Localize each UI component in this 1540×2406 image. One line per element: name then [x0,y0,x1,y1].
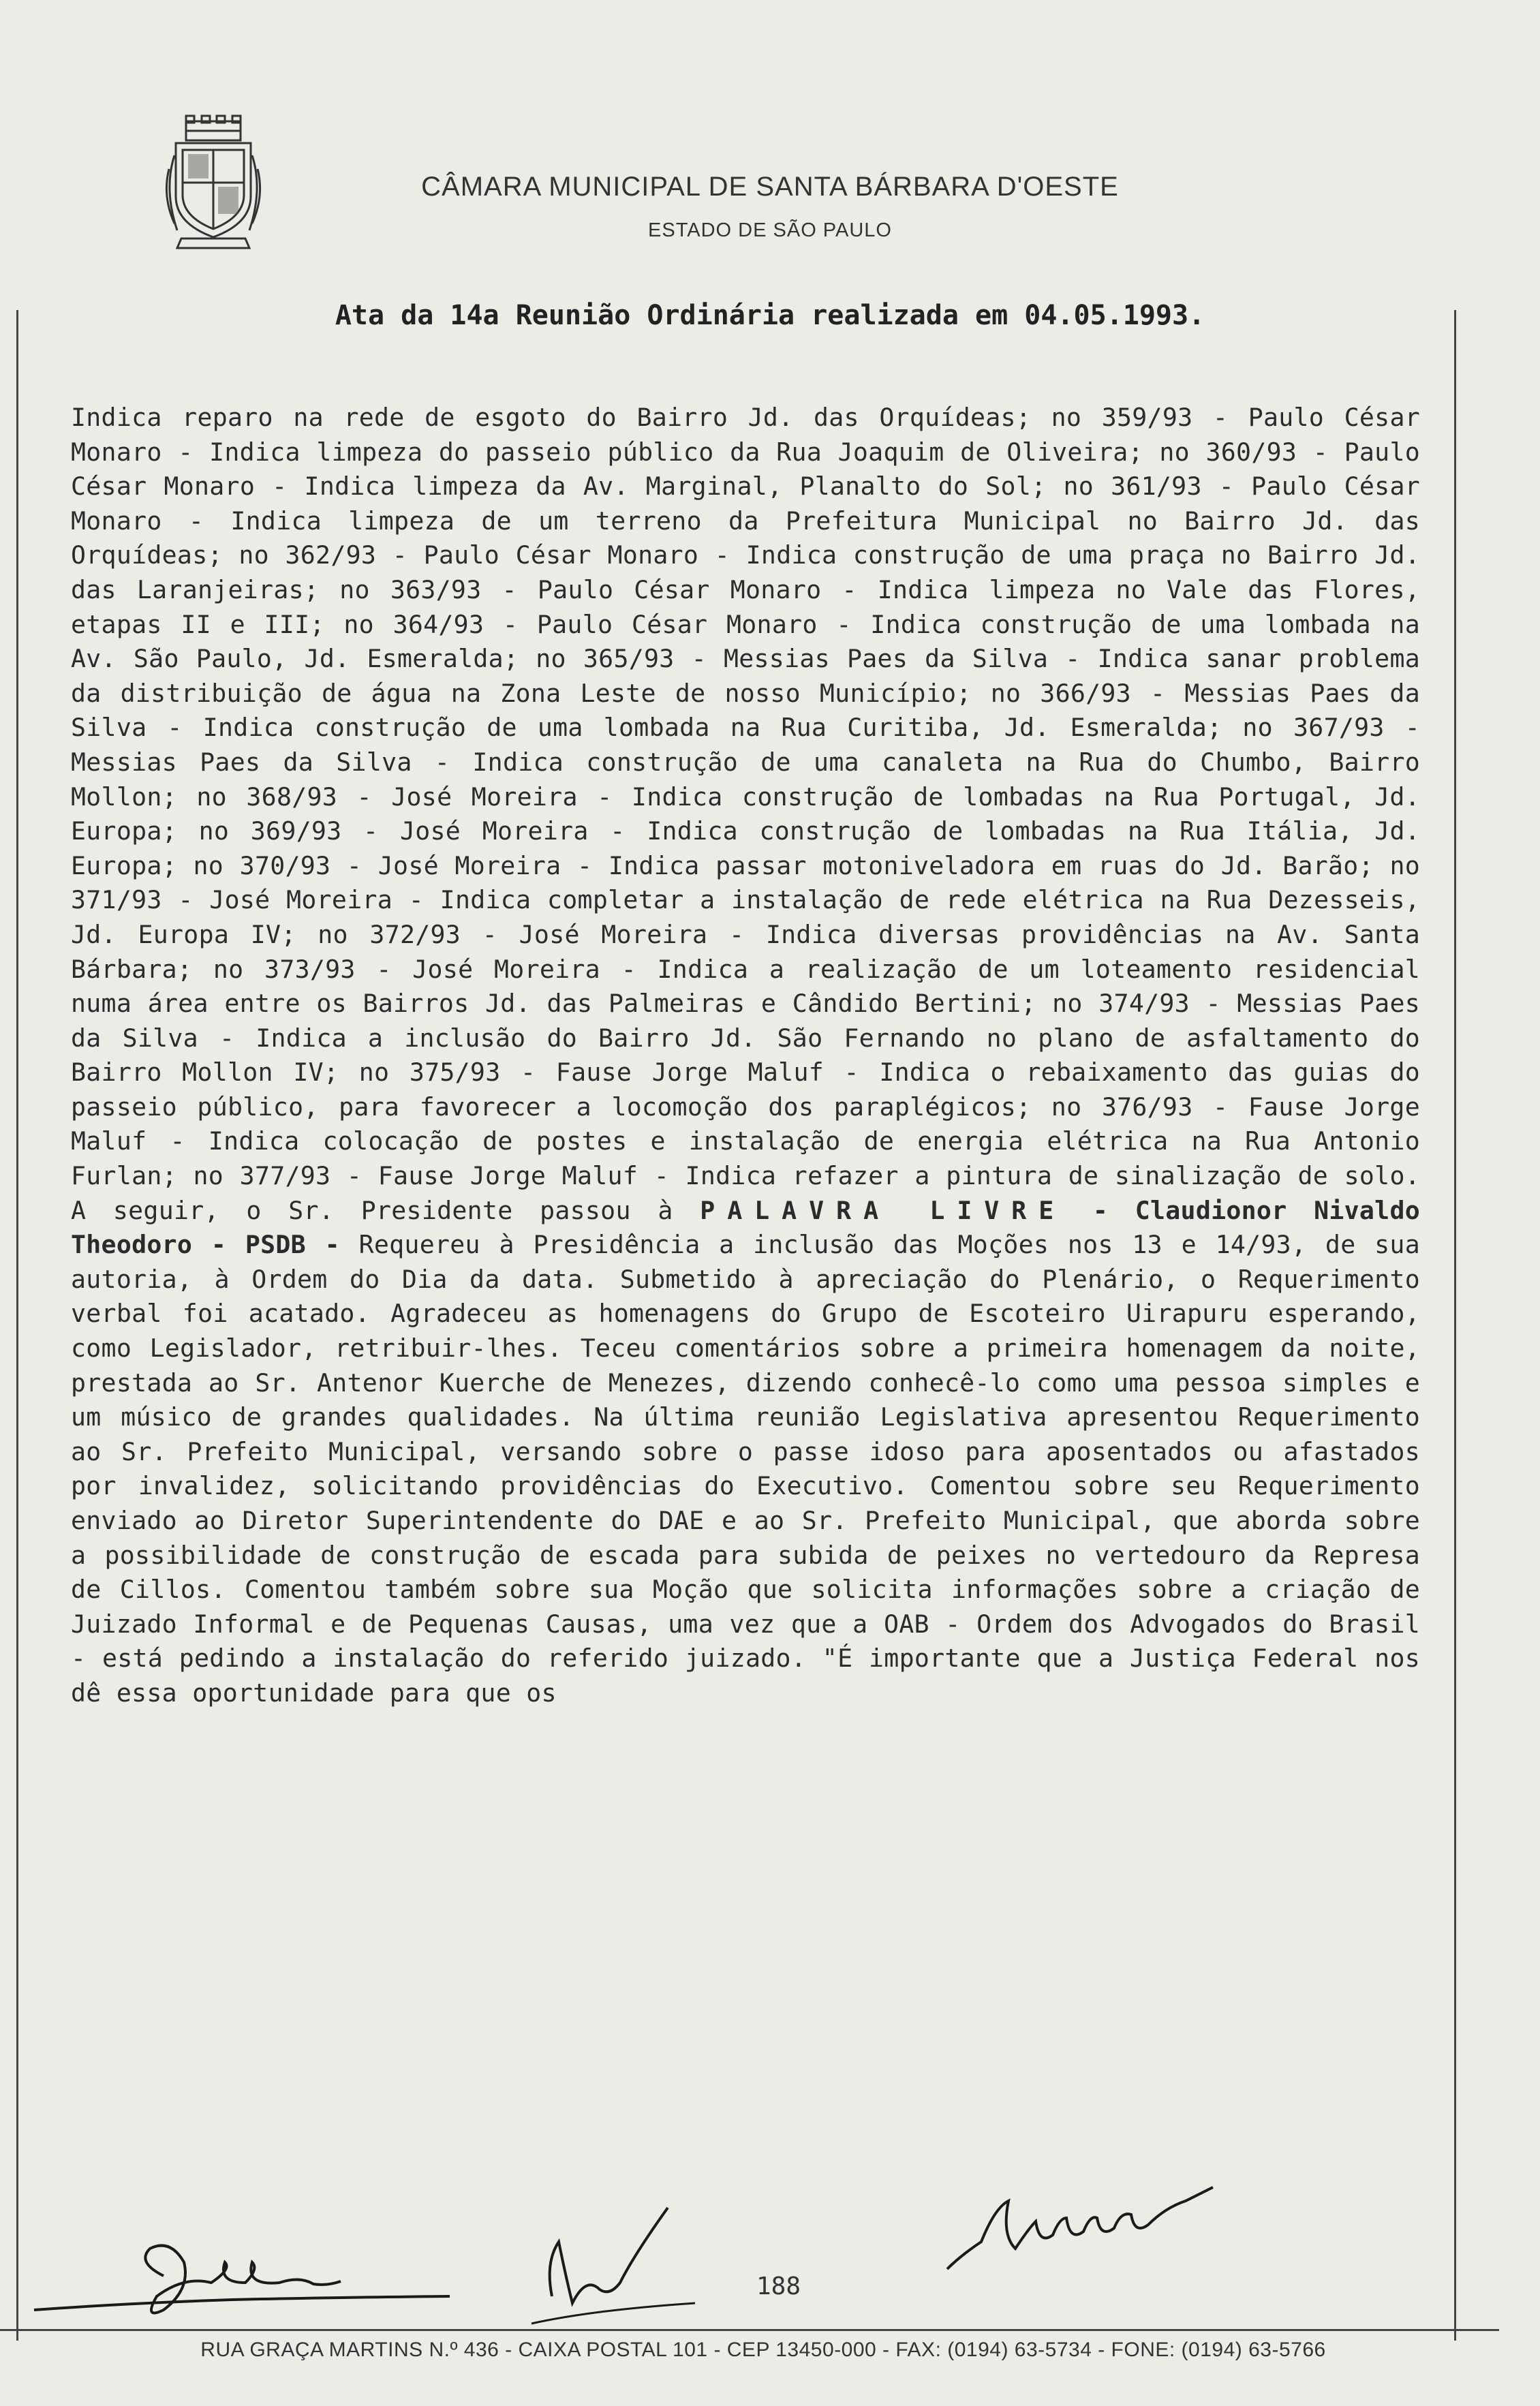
page-number: 188 [756,2272,801,2300]
dash-separator: - [1066,1195,1135,1225]
right-margin-line [1454,310,1456,2341]
footer-address: RUA GRAÇA MARTINS N.º 436 - CAIXA POSTAL 101 - CEP 13450-000 - FAX: (0194) 63-5734 - FONE: (0194) 63-5766 [200,2339,1326,2361]
left-margin-line [16,310,18,2341]
body-paragraph-2: Requereu à Presidência a inclusão das Moções nos 13 e 14/93, de sua autoria, à Ordem do Dia da data. Submetido à apreciação do Plenário, o Requerimento verbal foi acatado. Agradeceu as homenagens do Grupo de Escoteiro Uirapuru esperando, como Legislador, retribuir-lhes. Teceu comentários sobre a primeira homenagem da noite, prestada ao Sr. Antenor Kuerche de Menezes, dizendo conhecê-lo como uma pessoa simples e um músico de grandes qualidades. Na última reunião Legislativa apresentou Requerimento ao Sr. Prefeito Municipal, versando sobre o passe idoso para aposentados ou afastados por invalidez, solicitando providências do Executivo. Comentou sobre seu Requerimento enviado ao Diretor Superintendente do DAE e ao Sr. Prefeito Municipal, que aborda sobre a possibilidade de construção de escada para subida de peixes no vertedouro da Represa de Cillos. Comentou também sobre sua Moção que solicita informações sobre a criação de Juizado Informal e de Pequenas Causas, uma vez que a OAB - Ordem dos Advogados do Brasil - está pedindo a instalação do referido juizado. "É importante que a Justiça Federal nos dê essa oportunidade para que os [71,1230,1420,1708]
speaker-name: Claudionor Nivaldo Theodoro - PSDB - [71,1195,1420,1260]
institution-name: CÂMARA MUNICIPAL DE SANTA BÁRBARA D'OESTE [421,172,1119,202]
signature-left [27,2235,463,2324]
body-paragraph-1: Indica reparo na rede de esgoto do Bairro Jd. das Orquídeas; no 359/93 - Paulo César Monaro - Indica limpeza do passeio público da Rua Joaquim de Oliveira; no 360/93 - Paulo César Monaro - Indica limpeza da Av. Marginal, Planalto do Sol; no 361/93 - Paulo César Monaro - Indica limpeza de um terreno da Prefeitura Municipal no Bairro Jd. das Orquídeas; no 362/93 - Paulo César Monaro - Indica construção de uma praça no Bairro Jd. das Laranjeiras; no 363/93 - Paulo César Monaro - Indica limpeza no Vale das Flores, etapas II e III; no 364/93 - Paulo César Monaro - Indica construção de uma lombada na Av. São Paulo, Jd. Esmeralda; no 365/93 - Messias Paes da Silva - Indica sanar problema da distribuição de água na Zona Leste de nosso Município; no 366/93 - Messias Paes da Silva - Indica construção de uma lombada na Rua Curitiba, Jd. Esmeralda; no 367/93 - Messias Paes da Silva - Indica construção de uma canaleta na Rua do Chumbo, Bairro Mollon; no 368/93 - José Moreira - Indica construção de lombadas na Rua Portugal, Jd. Europa; no 369/93 - José Moreira - Indica construção de lombadas na Rua Itália, Jd. Europa; no 370/93 - José Moreira - Indica passar motoniveladora em ruas do Jd. Barão; no 371/93 - José Moreira - Indica completar a instalação de rede elétrica na Rua Dezesseis, Jd. Europa IV; no 372/93 - José Moreira - Indica diversas providências na Av. Santa Bárbara; no 373/93 - José Moreira - Indica a realização de um loteamento residencial numa área entre os Bairros Jd. das Palmeiras e Cândido Bertini; no 374/93 - Messias Paes da Silva - Indica a inclusão do Bairro Jd. São Fernando no plano de asfaltamento do Bairro Mollon IV; no 375/93 - Fause Jorge Maluf - Indica o rebaixamento das guias do passeio público, para favorecer a locomoção dos paraplégicos; no 376/93 - Fause Jorge Maluf - Indica colocação de postes e instalação de energia elétrica na Rua Antonio Furlan; no 377/93 - Fause Jorge Maluf - Indica refazer a pintura de sinalização de solo. A seguir, o Sr. Presidente passou à [71,403,1420,1225]
signature-middle [491,2194,709,2330]
institution-state: ESTADO DE SÃO PAULO [648,219,892,241]
palavra-livre-label: PALAVRA LIVRE [700,1195,1066,1225]
signature-right [940,2180,1227,2276]
minutes-body [71,401,1420,1711]
minutes-heading: Ata da 14a Reunião Ordinária realizada em 04.05.1993. [335,300,1205,331]
footer-rule [0,2329,1499,2331]
